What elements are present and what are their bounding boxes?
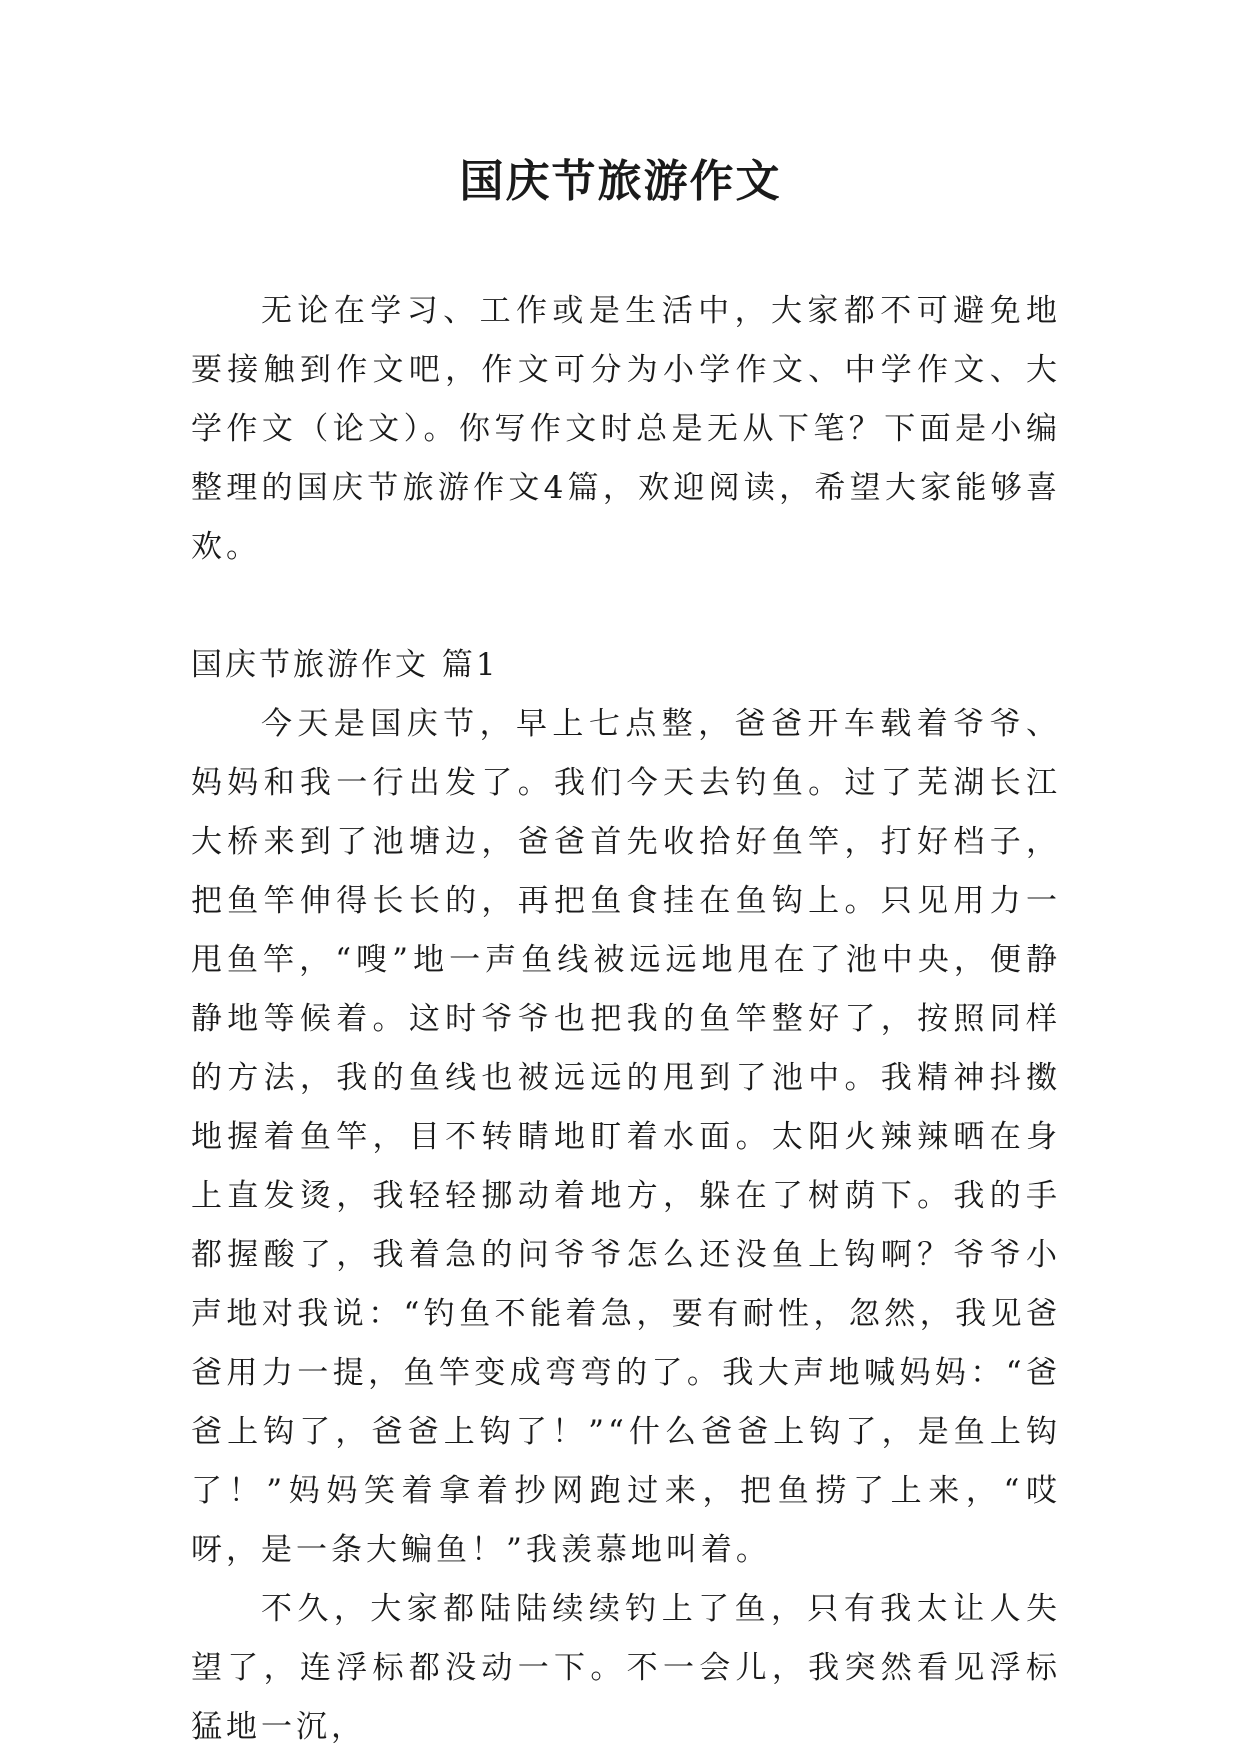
- intro-paragraph: 无论在学习、工作或是生活中，大家都不可避免地要接触到作文吧，作文可分为小学作文、中学作文、大学作文（论文）。你写作文时总是无从下笔？下面是小编整理的国庆节旅游作文4篇，欢迎阅读，希望大家能够喜欢。: [191, 293, 1061, 565]
- document-title: 国庆节旅游作文: [459, 156, 782, 207]
- body-paragraph-1: 今天是国庆节，早上七点整，爸爸开车载着爷爷、妈妈和我一行出发了。我们今天去钓鱼。过了芜湖长江大桥来到了池塘边，爸爸首先收拾好鱼竿，打好档子，把鱼竿伸得长长的，再把鱼食挂在鱼钩上。只见用力一甩鱼竿，“嗖”地一声鱼线被远远地甩在了池中央，便静静地等候着。这时爷爷也把我的鱼竿整好了，按照同样的方法，我的鱼线也被远远的甩到了池中。我精神抖擞地握着鱼竿，目不转睛地盯着水面。太阳火辣辣晒在身上直发烫，我轻轻挪动着地方，躲在了树荫下。我的手都握酸了，我着急的问爷爷怎么还没鱼上钩啊？爷爷小声地对我说：“钓鱼不能着急，要有耐性，忽然，我见爸爸用力一提，鱼竿变成弯弯的了。我大声地喊妈妈：“爸爸上钩了，爸爸上钩了！”“什么爸爸上钩了，是鱼上钩了！”妈妈笑着拿着抄网跑过来，把鱼捞了上来，“哎呀，是一条大鳊鱼！”我羡慕地叫着。: [191, 706, 1061, 1568]
- document-body: [191, 282, 1061, 1757]
- section-heading: 国庆节旅游作文 篇1: [191, 647, 499, 683]
- body-paragraph-2: 不久，大家都陆陆续续钓上了鱼，只有我太让人失望了，连浮标都没动一下。不一会儿，我突然看见浮标猛地一沉，: [191, 1591, 1061, 1745]
